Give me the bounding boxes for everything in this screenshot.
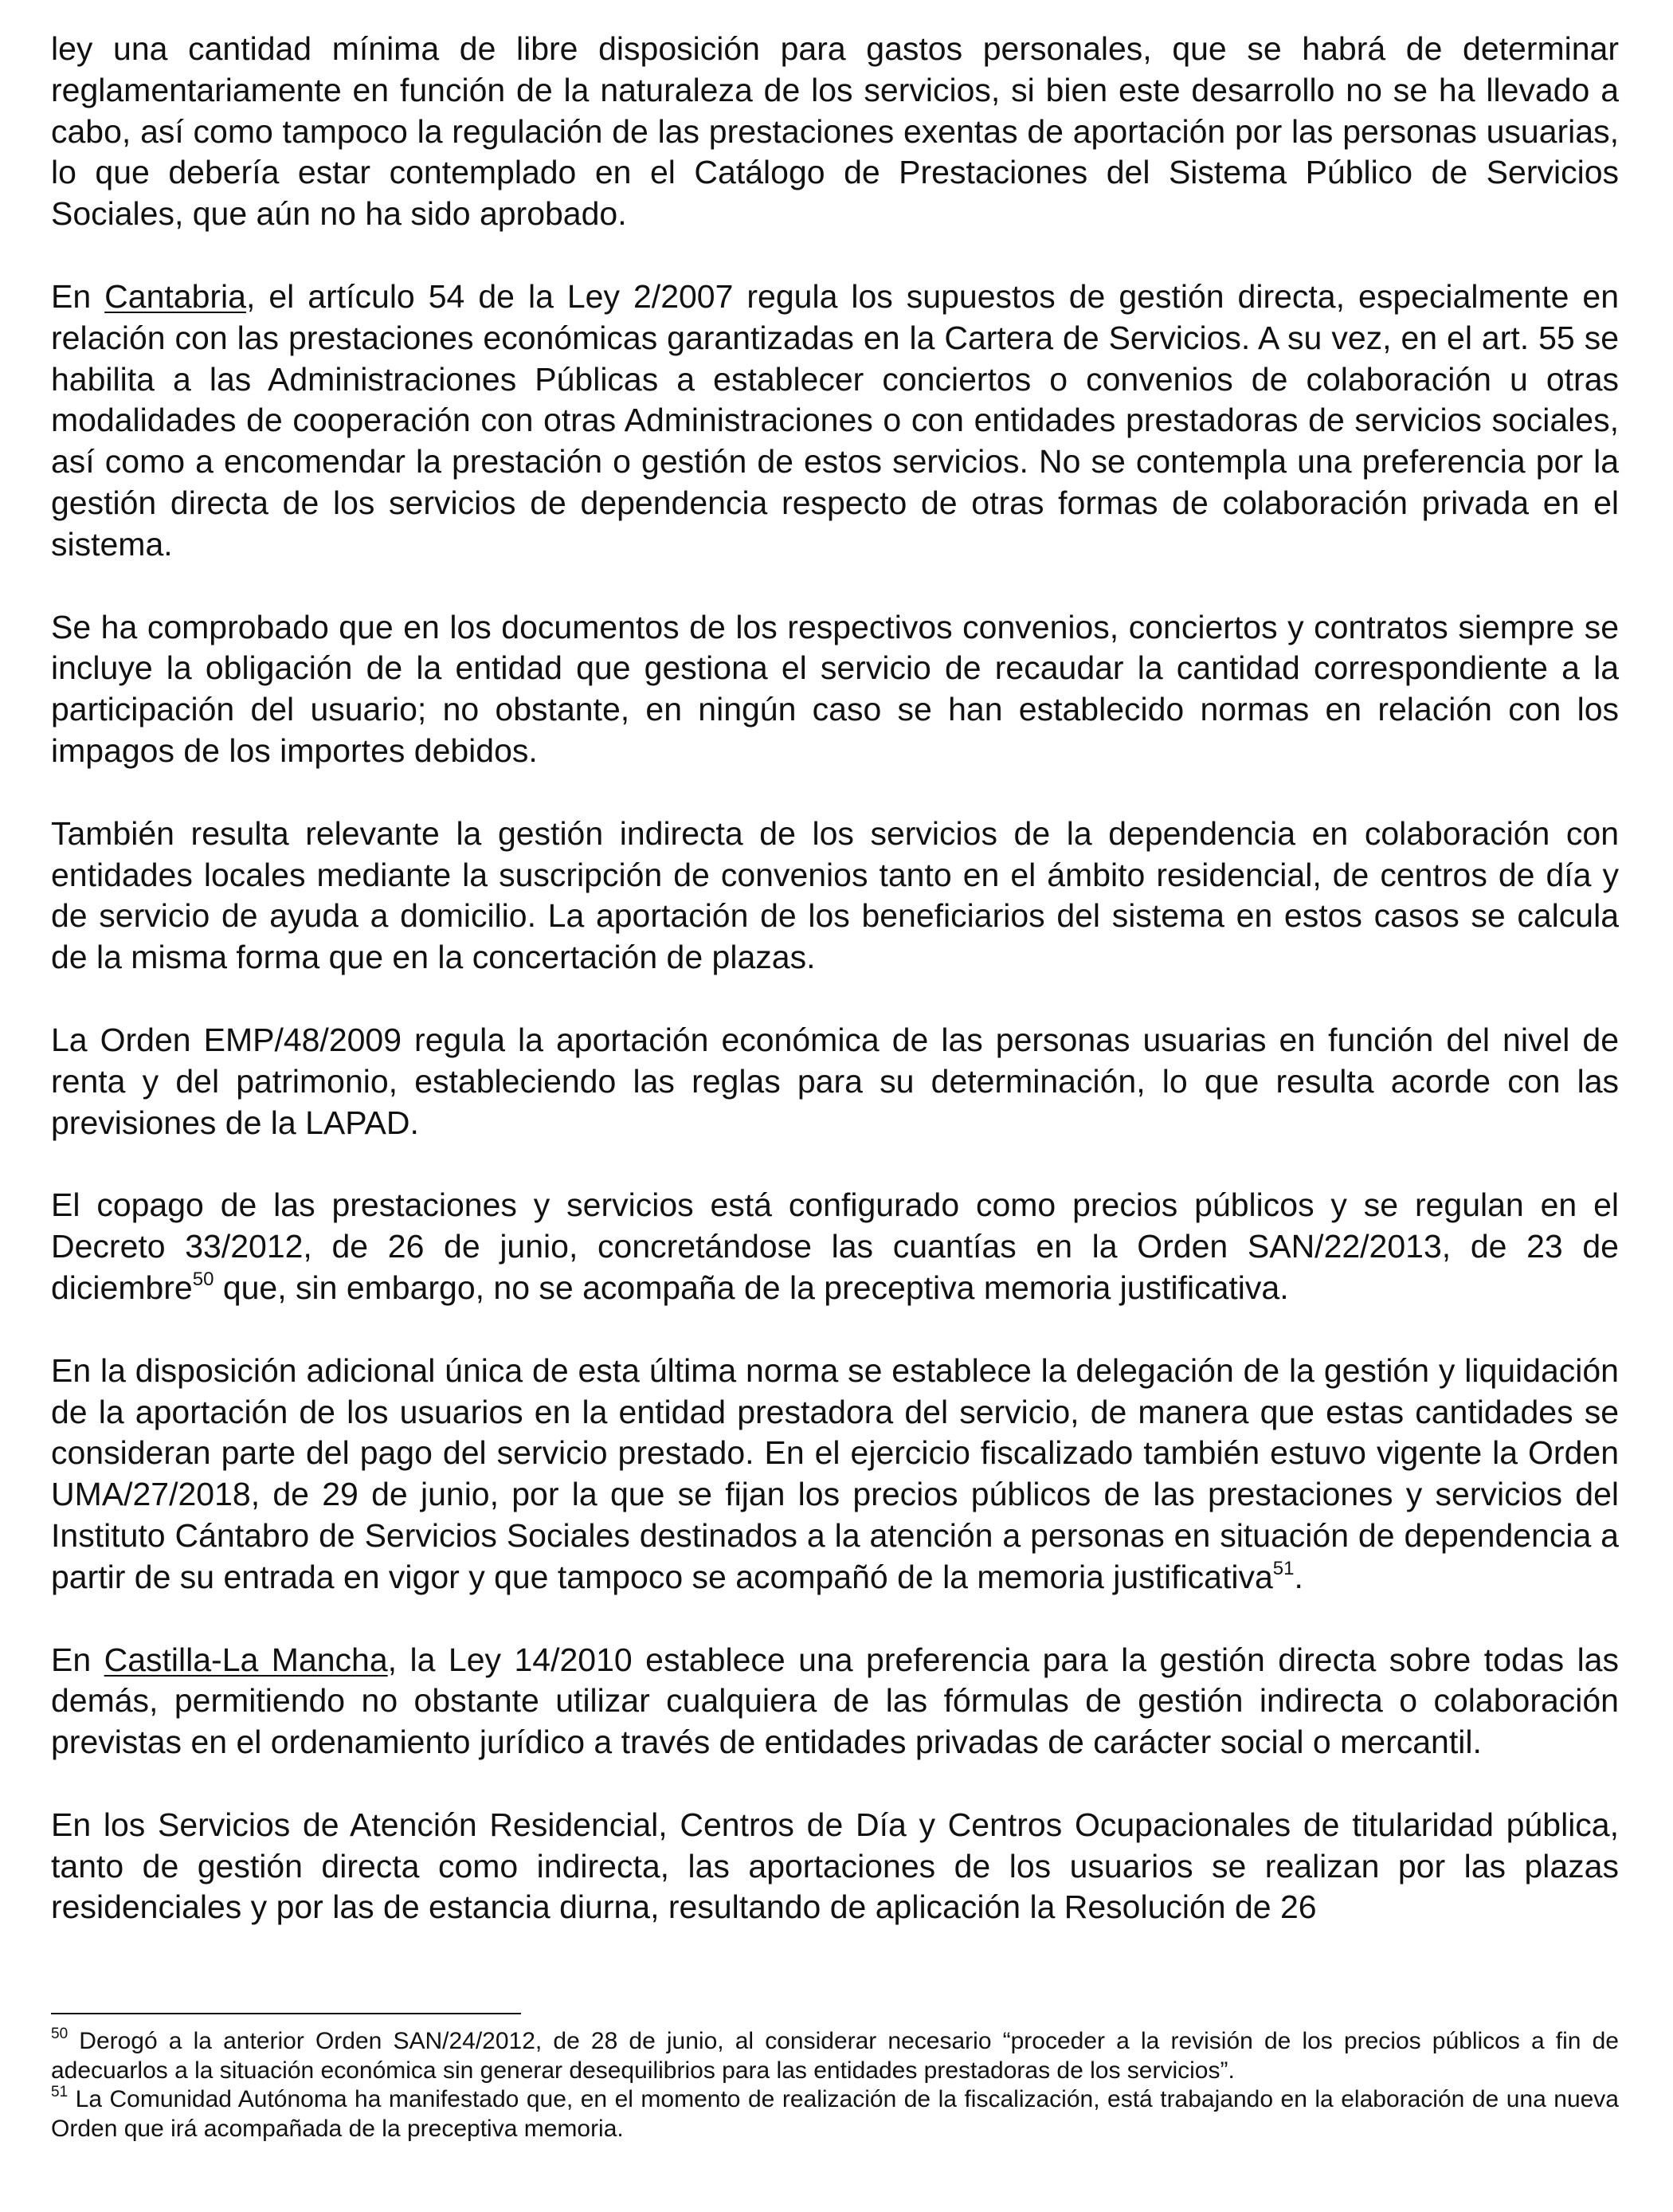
footnote-text: Derogó a la anterior Orden SAN/24/2012, de 28 de junio, al considerar necesario “proceder a la revisión de los precios públicos a fin de adecuarlos a la situación económica sin generar desequilibrios para las entidades prestadoras de los servicios”. [51, 2028, 1619, 2084]
paragraph-5 [51, 1020, 1619, 1143]
paragraph-3-text: Se ha comprobado que en los documentos de los respectivos convenios, conciertos y contratos siempre se incluye la obligación de la entidad que gestiona el servicio de recaudar la cantidad correspondiente a la participación del usuario; no obstante, en ningún caso se han establecido normas en relación con los impagos de los importes debidos. [51, 608, 1619, 769]
footnote-ref-50[interactable]: 50 [192, 1269, 214, 1291]
paragraph-2-text: , el artículo 54 de la Ley 2/2007 regula los supuestos de gestión directa, especialmente en relación con las prestaciones económicas garantizadas en la Cartera de Servicios. A su vez, en el art. 55 se habilita a las Administraciones Públicas a establecer conciertos o convenios de colaboración u otras modalidades de cooperación con otras Administraciones o con entidades prestadoras de servicios sociales, así como a encomendar la prestación o gestión de estos servicios. No se contempla una preferencia por la gestión directa de los servicios de dependencia respecto de otras formas de colaboración privada en el sistema. [51, 277, 1620, 563]
paragraph-7-text-end: . [1294, 1558, 1303, 1595]
paragraph-4 [51, 814, 1619, 979]
paragraph-8-text: , la Ley 14/2010 establece una preferencia para la gestión directa sobre todas las demás, permitiendo no obstante utilizar cualquiera de las fórmulas de gestión indirecta o colaboración previstas en el ordenamiento jurídico a través de entidades privadas de carácter social o mercantil. [51, 1641, 1619, 1761]
footnotes-section [51, 2013, 1619, 2143]
paragraph-6 [51, 1185, 1619, 1308]
paragraph-5-text: La Orden EMP/48/2009 regula la aportación económica de las personas usuarias en función del nivel de renta y del patrimonio, estableciendo las reglas para su determinación, lo que resulta acorde con las previsiones de la LAPAD. [51, 1021, 1619, 1141]
paragraph-2-lead: En [51, 277, 105, 315]
footnote-text: La Comunidad Autónoma ha manifestado que, en el momento de realización de la fiscalización, está trabajando en la elaboración de una nueva Orden que irá acompañada de la preceptiva memoria. [51, 2086, 1619, 2142]
paragraph-8-lead: En [51, 1641, 104, 1678]
paragraph-7 [51, 1351, 1619, 1598]
paragraph-9-text: En los Servicios de Atención Residencial, Centros de Día y Centros Ocupacionales de titularidad pública, tanto de gestión directa como indirecta, las aportaciones de los usuarios se realizan por las plazas residenciales y por las de estancia diurna, resultando de aplicación la Resolución de 26 [51, 1806, 1619, 1926]
paragraph-1 [51, 29, 1619, 235]
paragraph-6-text-end: que, sin embargo, no se acompaña de la preceptiva memoria justificativa. [214, 1269, 1289, 1306]
paragraph-3 [51, 607, 1619, 772]
paragraph-2 [51, 276, 1619, 566]
paragraph-6-text: El copago de las prestaciones y servicios está configurado como precios públicos y se regulan en el Decreto 33/2012, de 26 de junio, concretándose las cuantías en la Orden SAN/22/2013, de 23 de diciembre [51, 1186, 1619, 1306]
region-heading-castilla-la-mancha: Castilla-La Mancha [104, 1641, 388, 1678]
paragraph-1-text: ley una cantidad mínima de libre disposición para gastos personales, que se habrá de determinar reglamentariamente en función de la naturaleza de los servicios, si bien este desarrollo no se ha llevado a cabo, así como tampoco la regulación de las prestaciones exentas de aportación por las personas usuarias, lo que debería estar contemplado en el Catálogo de Prestaciones del Sistema Público de Servicios Sociales, que aún no ha sido aprobado. [51, 30, 1619, 233]
paragraph-8 [51, 1640, 1619, 1763]
footnote-number: 50 [51, 2026, 69, 2042]
document-body [51, 29, 1619, 1928]
footnote-number: 51 [51, 2084, 69, 2100]
region-heading-cantabria: Cantabria [104, 277, 246, 315]
paragraph-4-text: También resulta relevante la gestión indirecta de los servicios de la dependencia en colaboración con entidades locales mediante la suscripción de convenios tanto en el ámbito residencial, de centros de día y de servicio de ayuda a domicilio. La aportación de los beneficiarios del sistema en estos casos se calcula de la misma forma que en la concertación de plazas. [51, 814, 1619, 976]
paragraph-7-text: En la disposición adicional única de esta última norma se establece la delegación de la gestión y liquidación de la aportación de los usuarios en la entidad prestadora del servicio, de manera que estas cantidades se consideran parte del pago del servicio prestado. En el ejercicio fiscalizado también estuvo vigente la Orden UMA/27/2018, de 29 de junio, por la que se fijan los precios públicos de las prestaciones y servicios del Instituto Cántabro de Servicios Sociales destinados a la atención a personas en situación de dependencia a partir de su entrada en vigor y que tampoco se acompañó de la memoria justificativa [51, 1351, 1619, 1595]
footnote-50 [51, 2027, 1619, 2085]
footnote-separator [51, 2013, 521, 2014]
footnote-51 [51, 2085, 1619, 2143]
footnote-ref-51[interactable]: 51 [1272, 1558, 1295, 1580]
paragraph-9 [51, 1805, 1619, 1928]
